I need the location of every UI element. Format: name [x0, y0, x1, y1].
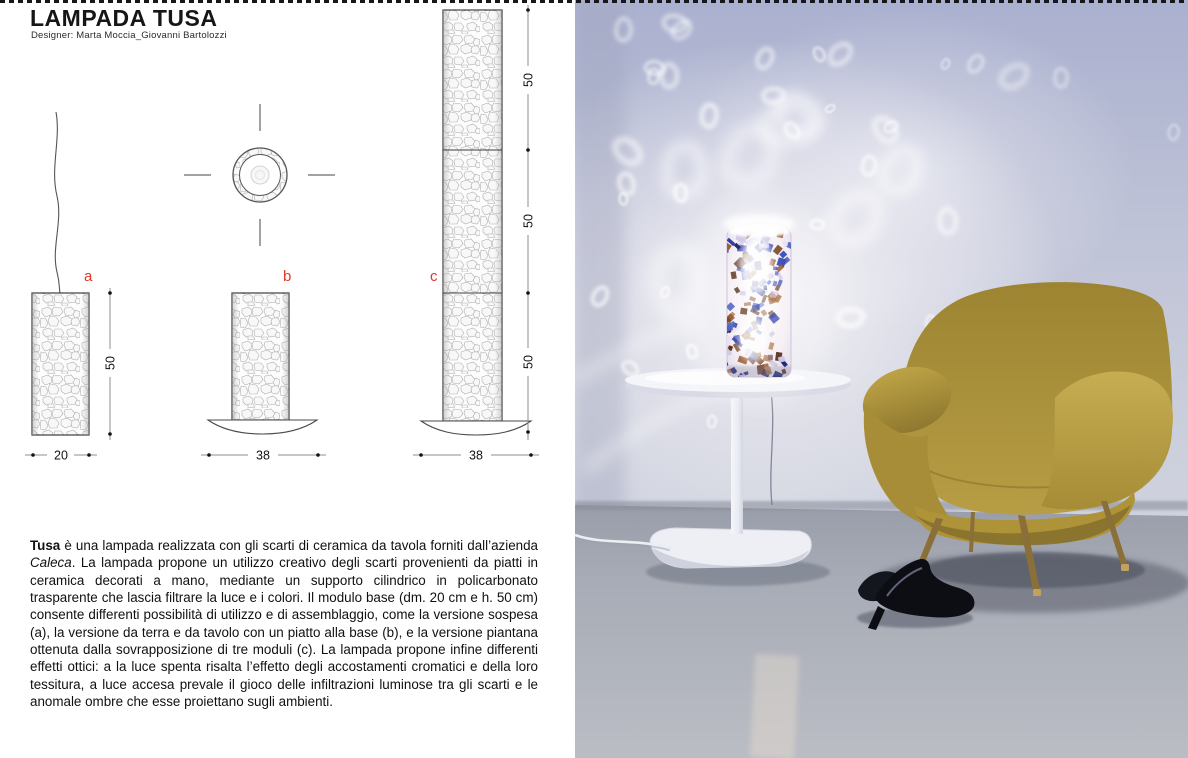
plate-base	[208, 420, 317, 434]
plan-view-drawing	[184, 104, 335, 246]
description-lead: Tusa	[30, 538, 61, 553]
dim-width-a: 20	[54, 448, 68, 463]
version-a-drawing	[25, 112, 118, 463]
variant-b-letter: b	[283, 268, 292, 285]
floor-light-streak	[750, 654, 799, 758]
version-b-drawing	[201, 268, 326, 463]
perforation-line	[0, 0, 1188, 3]
technical-drawings	[0, 0, 575, 500]
suspension-cord	[55, 112, 60, 293]
variant-a-letter: a	[84, 268, 93, 285]
photo-scene	[575, 0, 1188, 758]
dim-width-b: 38	[256, 448, 270, 463]
description-body-2: . La lampada propone un utilizzo creativo degli scarti provenienti da piatti in ceramica decorati a mano, mediante un supporto cilindrico in policarbonato trasparente che lascia filtrare la luce e i colori. Il modulo base (dm. 20 cm e h. 50 cm) consente differenti possibilità di utilizzo e di assemblaggio, come la versione sospesa (a), la versione da terra e da tavolo con un piatto alla base (b), e la versione piantana ottenuta dalla sovrapposizione di tre moduli (c). La lampada propone infine differenti effetti ottici: a la luce spenta risalta l’effetto degli accostamenti cromatici e della loro tessitura, a luce accesa prevale il gioco delle infiltrazioni luminose tra gli scarti e le anomale ombre che esse proiettano sugli ambienti.	[30, 555, 538, 710]
description-body-1: è una lampada realizzata con gli scarti di ceramica da tavola forniti dall’azienda	[60, 538, 538, 553]
brand-name: Caleca	[30, 555, 72, 571]
spec-sheet	[0, 0, 575, 758]
dim-height-a: 50	[103, 356, 118, 370]
plate-base	[421, 421, 531, 435]
tusa-lamp	[674, 180, 844, 420]
version-c-drawing	[413, 5, 539, 463]
designer-credit: Designer: Marta Moccia_Giovanni Bartolozzi	[31, 30, 227, 41]
dim-width-c: 38	[469, 448, 483, 463]
ambient-photo	[575, 0, 1188, 758]
product-description	[30, 537, 538, 710]
dim-module-1: 50	[521, 73, 536, 87]
dim-module-3: 50	[521, 355, 536, 369]
page-title: LAMPADA TUSA	[30, 5, 218, 31]
dim-module-2: 50	[521, 214, 536, 228]
variant-c-letter: c	[430, 268, 438, 285]
